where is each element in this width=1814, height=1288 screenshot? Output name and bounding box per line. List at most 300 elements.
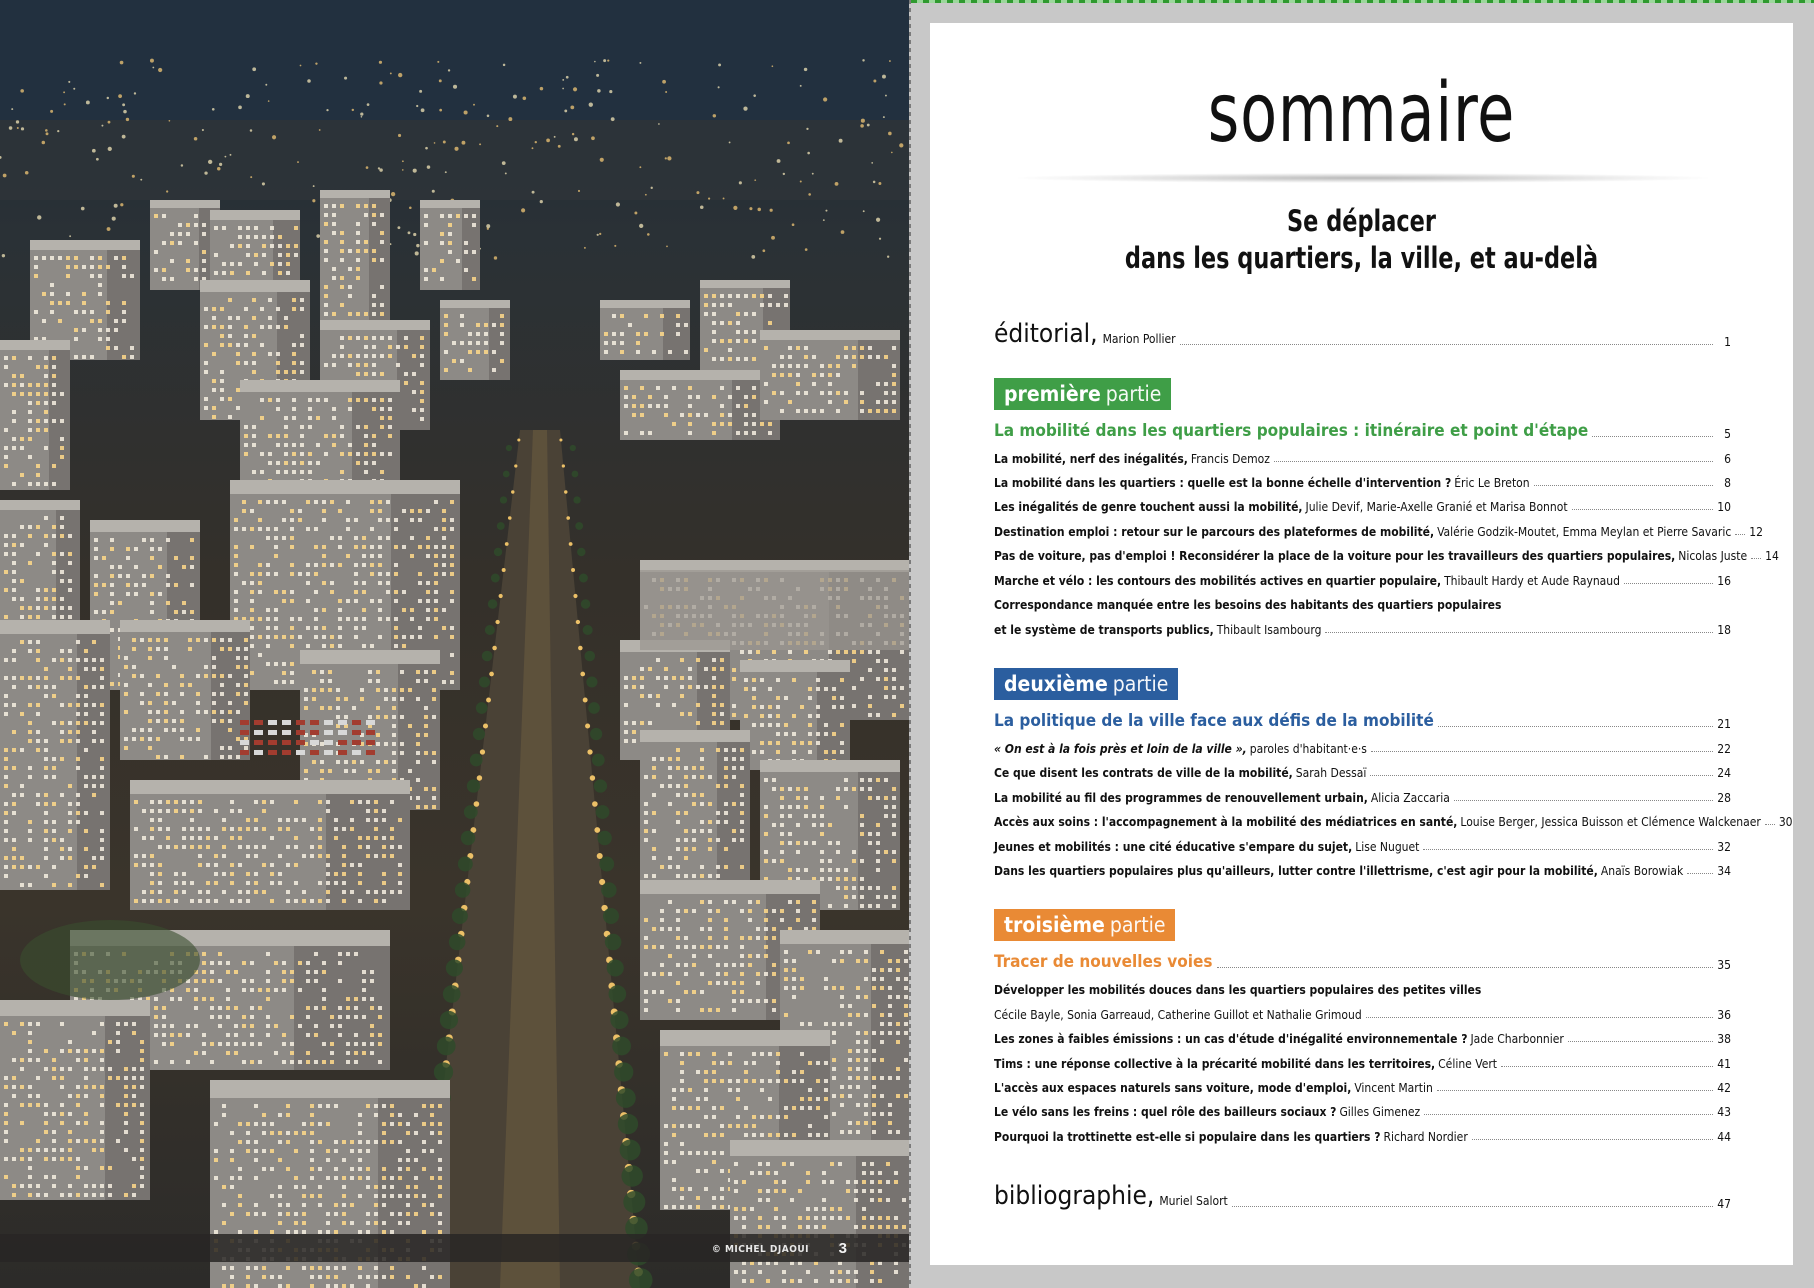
- window: [202, 268, 206, 272]
- window: [252, 434, 256, 438]
- window: [776, 678, 780, 682]
- window: [52, 383, 56, 387]
- window: [776, 732, 780, 736]
- window: [218, 961, 222, 965]
- window: [354, 563, 358, 567]
- window: [390, 1275, 394, 1279]
- city-light: [86, 101, 90, 105]
- window: [50, 310, 54, 314]
- window: [624, 721, 628, 725]
- window: [342, 899, 346, 903]
- window: [274, 500, 278, 504]
- city-light: [246, 94, 250, 98]
- window: [784, 1115, 788, 1119]
- window: [58, 301, 62, 305]
- window: [472, 223, 476, 227]
- window: [664, 1205, 668, 1209]
- window: [864, 1013, 868, 1017]
- photo-credit: © MICHEL DJAOUI: [711, 1244, 809, 1255]
- window: [500, 323, 504, 327]
- city-light: [873, 79, 876, 82]
- window: [362, 979, 366, 983]
- window: [732, 668, 736, 672]
- window: [60, 1103, 64, 1107]
- window: [374, 800, 378, 804]
- window: [318, 1203, 322, 1207]
- window: [44, 543, 48, 547]
- window: [364, 336, 368, 340]
- window: [604, 341, 608, 345]
- window: [44, 1130, 48, 1134]
- window: [860, 823, 864, 827]
- window: [896, 1031, 900, 1035]
- window: [352, 760, 356, 764]
- window: [44, 356, 48, 360]
- window: [320, 670, 324, 674]
- window: [300, 425, 304, 429]
- window: [700, 1008, 704, 1012]
- window: [424, 241, 428, 245]
- window: [398, 863, 402, 867]
- window: [110, 628, 114, 632]
- window: [82, 355, 86, 359]
- window: [98, 265, 102, 269]
- window: [260, 398, 264, 402]
- window: [378, 635, 382, 639]
- window: [434, 608, 438, 612]
- window: [700, 775, 704, 779]
- window: [390, 1266, 394, 1270]
- window: [676, 793, 680, 797]
- dot-leader: [1765, 824, 1775, 825]
- window: [242, 1060, 246, 1064]
- window: [84, 811, 88, 815]
- window: [318, 836, 322, 840]
- window: [380, 258, 384, 262]
- window: [406, 1203, 410, 1207]
- window: [644, 838, 648, 842]
- window: [788, 346, 792, 350]
- window: [372, 336, 376, 340]
- window: [306, 1006, 310, 1010]
- window: [894, 1270, 898, 1274]
- toc-entry[interactable]: [994, 541, 1779, 563]
- window: [784, 303, 788, 307]
- city-light: [888, 132, 892, 136]
- window: [848, 1094, 852, 1098]
- window: [392, 769, 396, 773]
- toc-editorial[interactable]: [994, 317, 1731, 349]
- part-1-heading[interactable]: [994, 417, 1731, 441]
- window: [410, 617, 414, 621]
- toc-entry[interactable]: [994, 1073, 1731, 1095]
- window: [190, 565, 194, 569]
- city-light: [379, 61, 382, 64]
- street-lamp: [590, 775, 595, 780]
- city-light: [777, 159, 781, 163]
- tree: [573, 496, 580, 503]
- window: [342, 1212, 346, 1216]
- window: [234, 1033, 238, 1037]
- window: [836, 841, 840, 845]
- toc-entry[interactable]: [994, 468, 1731, 490]
- dot-leader: [1423, 849, 1713, 850]
- window: [732, 775, 736, 779]
- window: [76, 1193, 80, 1197]
- window: [414, 1131, 418, 1135]
- window: [344, 715, 348, 719]
- window: [282, 635, 286, 639]
- toc-entry[interactable]: [994, 856, 1731, 878]
- toc-entry[interactable]: [994, 590, 1731, 612]
- window: [110, 610, 114, 614]
- toc-entry[interactable]: [994, 783, 1731, 805]
- window: [286, 1266, 290, 1270]
- window: [736, 339, 740, 343]
- window: [292, 398, 296, 402]
- window: [230, 836, 234, 840]
- window: [684, 874, 688, 878]
- window: [60, 649, 64, 653]
- window: [732, 990, 736, 994]
- toc-entry[interactable]: [994, 807, 1793, 829]
- window: [28, 428, 32, 432]
- window: [306, 644, 310, 648]
- city-light: [297, 161, 299, 163]
- window: [668, 802, 672, 806]
- window: [310, 1275, 314, 1279]
- window: [82, 328, 86, 332]
- window: [244, 361, 248, 365]
- window: [140, 1139, 144, 1143]
- window: [354, 518, 358, 522]
- entry-author: Thibault Hardy et Aude Raynaud: [1444, 574, 1620, 588]
- window: [342, 845, 346, 849]
- window: [880, 1058, 884, 1062]
- window: [876, 904, 880, 908]
- window: [292, 443, 296, 447]
- window: [174, 881, 178, 885]
- window: [724, 972, 728, 976]
- window: [342, 1185, 346, 1189]
- window: [320, 688, 324, 692]
- window: [720, 321, 724, 325]
- window: [652, 766, 656, 770]
- window: [158, 800, 162, 804]
- toc-entry[interactable]: [994, 1024, 1731, 1046]
- window: [378, 1033, 382, 1037]
- window: [384, 742, 388, 746]
- window: [852, 886, 856, 890]
- window: [238, 226, 242, 230]
- window: [346, 1051, 350, 1055]
- window: [844, 778, 848, 782]
- window: [308, 416, 312, 420]
- window: [328, 706, 332, 710]
- city-light: [315, 62, 317, 64]
- window: [740, 766, 744, 770]
- toc-entry[interactable]: [994, 1122, 1731, 1144]
- toc-entry[interactable]: [994, 492, 1731, 514]
- window: [258, 617, 262, 621]
- window: [262, 244, 266, 248]
- window: [198, 809, 202, 813]
- window: [312, 688, 316, 692]
- entry-author: Céline Vert: [1438, 1057, 1498, 1071]
- city-light: [634, 211, 637, 214]
- window: [140, 1103, 144, 1107]
- window: [742, 1279, 746, 1283]
- window: [804, 346, 808, 350]
- window: [378, 545, 382, 549]
- window: [736, 1115, 740, 1119]
- city-light: [823, 97, 827, 101]
- window: [84, 658, 88, 662]
- toc-entry[interactable]: [994, 444, 1731, 466]
- window: [780, 859, 784, 863]
- window: [808, 714, 812, 718]
- window: [696, 721, 700, 725]
- window: [476, 341, 480, 345]
- window: [236, 665, 240, 669]
- window: [166, 800, 170, 804]
- window: [28, 838, 32, 842]
- window: [892, 850, 896, 854]
- window: [340, 231, 344, 235]
- window: [896, 977, 900, 981]
- window: [36, 649, 40, 653]
- toc-entry[interactable]: [994, 758, 1731, 780]
- window: [194, 1006, 198, 1010]
- window: [406, 1167, 410, 1171]
- window: [330, 644, 334, 648]
- city-light: [150, 59, 154, 63]
- window: [374, 1221, 378, 1225]
- toc-bibliography[interactable]: [994, 1179, 1731, 1211]
- city-light: [599, 233, 601, 235]
- window: [34, 310, 38, 314]
- window: [824, 986, 828, 990]
- window: [780, 841, 784, 845]
- window: [12, 856, 16, 860]
- car: [352, 720, 361, 725]
- window: [688, 404, 692, 408]
- window: [76, 802, 80, 806]
- window: [776, 1070, 780, 1074]
- window: [140, 1148, 144, 1152]
- window: [290, 572, 294, 576]
- street-lamp: [480, 749, 485, 754]
- toc-entry[interactable]: [994, 517, 1764, 539]
- window: [844, 877, 848, 881]
- window: [102, 583, 106, 587]
- window: [300, 307, 304, 311]
- toc-entry[interactable]: [994, 1049, 1731, 1071]
- window: [268, 298, 272, 302]
- window: [150, 872, 154, 876]
- city-light: [238, 105, 242, 109]
- window: [322, 518, 326, 522]
- window: [372, 222, 376, 226]
- window: [832, 705, 836, 709]
- window: [226, 970, 230, 974]
- city-light: [312, 199, 315, 202]
- window: [124, 1193, 128, 1197]
- window: [262, 890, 266, 894]
- window: [836, 850, 840, 854]
- window: [700, 793, 704, 797]
- window: [44, 676, 48, 680]
- window: [314, 608, 318, 612]
- window: [324, 222, 328, 226]
- entry-page: 12: [1749, 525, 1764, 539]
- window: [310, 1104, 314, 1108]
- window: [410, 509, 414, 513]
- window: [36, 1193, 40, 1197]
- toc-entry[interactable]: [994, 615, 1731, 637]
- window: [292, 461, 296, 465]
- part-3-heading[interactable]: [994, 948, 1731, 972]
- window: [52, 685, 56, 689]
- window: [212, 701, 216, 705]
- window: [220, 388, 224, 392]
- window: [382, 1131, 386, 1135]
- window: [230, 872, 234, 876]
- window: [740, 829, 744, 833]
- window: [388, 416, 392, 420]
- window: [330, 563, 334, 567]
- entry-page: 18: [1717, 623, 1731, 637]
- city-light: [225, 156, 227, 158]
- city-light: [754, 179, 756, 181]
- window: [36, 383, 40, 387]
- window: [84, 1112, 88, 1116]
- window: [776, 750, 780, 754]
- window: [28, 775, 32, 779]
- window: [884, 814, 888, 818]
- city-light: [166, 190, 168, 192]
- entry-title: Développer les mobilités douces dans les quartiers populaires des petites villes: [994, 983, 1482, 997]
- window: [158, 592, 162, 596]
- window: [44, 748, 48, 752]
- window: [792, 977, 796, 981]
- window: [784, 1133, 788, 1137]
- window: [76, 1085, 80, 1089]
- window: [870, 1270, 874, 1274]
- window: [294, 818, 298, 822]
- window: [892, 859, 896, 863]
- window: [688, 422, 692, 426]
- city-light: [807, 152, 810, 155]
- window: [356, 363, 360, 367]
- window: [102, 610, 106, 614]
- window: [720, 1124, 724, 1128]
- window: [450, 563, 454, 567]
- window: [322, 1006, 326, 1010]
- toc-entry[interactable]: [994, 832, 1731, 854]
- window: [308, 398, 312, 402]
- window: [140, 1067, 144, 1071]
- window: [660, 963, 664, 967]
- window: [254, 1176, 258, 1180]
- window: [12, 552, 16, 556]
- window: [744, 422, 748, 426]
- window: [884, 668, 888, 672]
- window: [292, 416, 296, 420]
- window: [764, 918, 768, 922]
- window: [334, 818, 338, 822]
- window: [758, 1189, 762, 1193]
- window: [154, 1033, 158, 1037]
- window: [808, 950, 812, 954]
- part-2-heading[interactable]: [994, 707, 1731, 731]
- tree: [575, 522, 583, 530]
- toc-entry[interactable]: [994, 566, 1731, 588]
- window: [800, 1079, 804, 1083]
- window: [872, 968, 876, 972]
- window: [60, 615, 64, 619]
- window: [124, 1085, 128, 1089]
- toc-entry[interactable]: [994, 975, 1731, 997]
- window: [194, 277, 198, 281]
- toc-entry[interactable]: [994, 1000, 1731, 1022]
- window: [744, 1124, 748, 1128]
- street-lamp: [514, 464, 517, 467]
- window: [870, 1216, 874, 1220]
- window: [632, 413, 636, 417]
- window: [292, 361, 296, 365]
- window: [98, 319, 102, 323]
- window: [228, 415, 232, 419]
- window: [322, 581, 326, 585]
- window: [76, 874, 80, 878]
- window: [854, 1225, 858, 1229]
- window: [892, 668, 896, 672]
- window: [36, 552, 40, 556]
- entry-author: Valérie Godzik-Moutet, Emma Meylan et Pierre Savaric: [1437, 525, 1732, 539]
- window: [872, 1076, 876, 1080]
- window: [254, 1149, 258, 1153]
- window: [876, 650, 880, 654]
- window: [370, 1033, 374, 1037]
- window: [400, 715, 404, 719]
- window: [402, 545, 406, 549]
- window: [254, 872, 258, 876]
- window: [814, 1207, 818, 1211]
- window: [696, 1124, 700, 1128]
- window: [140, 692, 144, 696]
- window: [676, 963, 680, 967]
- window: [442, 608, 446, 612]
- toc-entry[interactable]: [994, 1097, 1731, 1119]
- window: [132, 1157, 136, 1161]
- window: [904, 1094, 908, 1098]
- window: [12, 1094, 16, 1098]
- window: [12, 766, 16, 770]
- city-light: [408, 231, 411, 234]
- window: [704, 1187, 708, 1191]
- window: [354, 1042, 358, 1046]
- window: [250, 961, 254, 965]
- window: [772, 1008, 776, 1012]
- window: [342, 881, 346, 885]
- window: [862, 1162, 866, 1166]
- tree: [586, 676, 597, 687]
- window: [170, 1042, 174, 1046]
- window: [154, 997, 158, 1001]
- window: [134, 899, 138, 903]
- toc-entry[interactable]: [994, 734, 1731, 756]
